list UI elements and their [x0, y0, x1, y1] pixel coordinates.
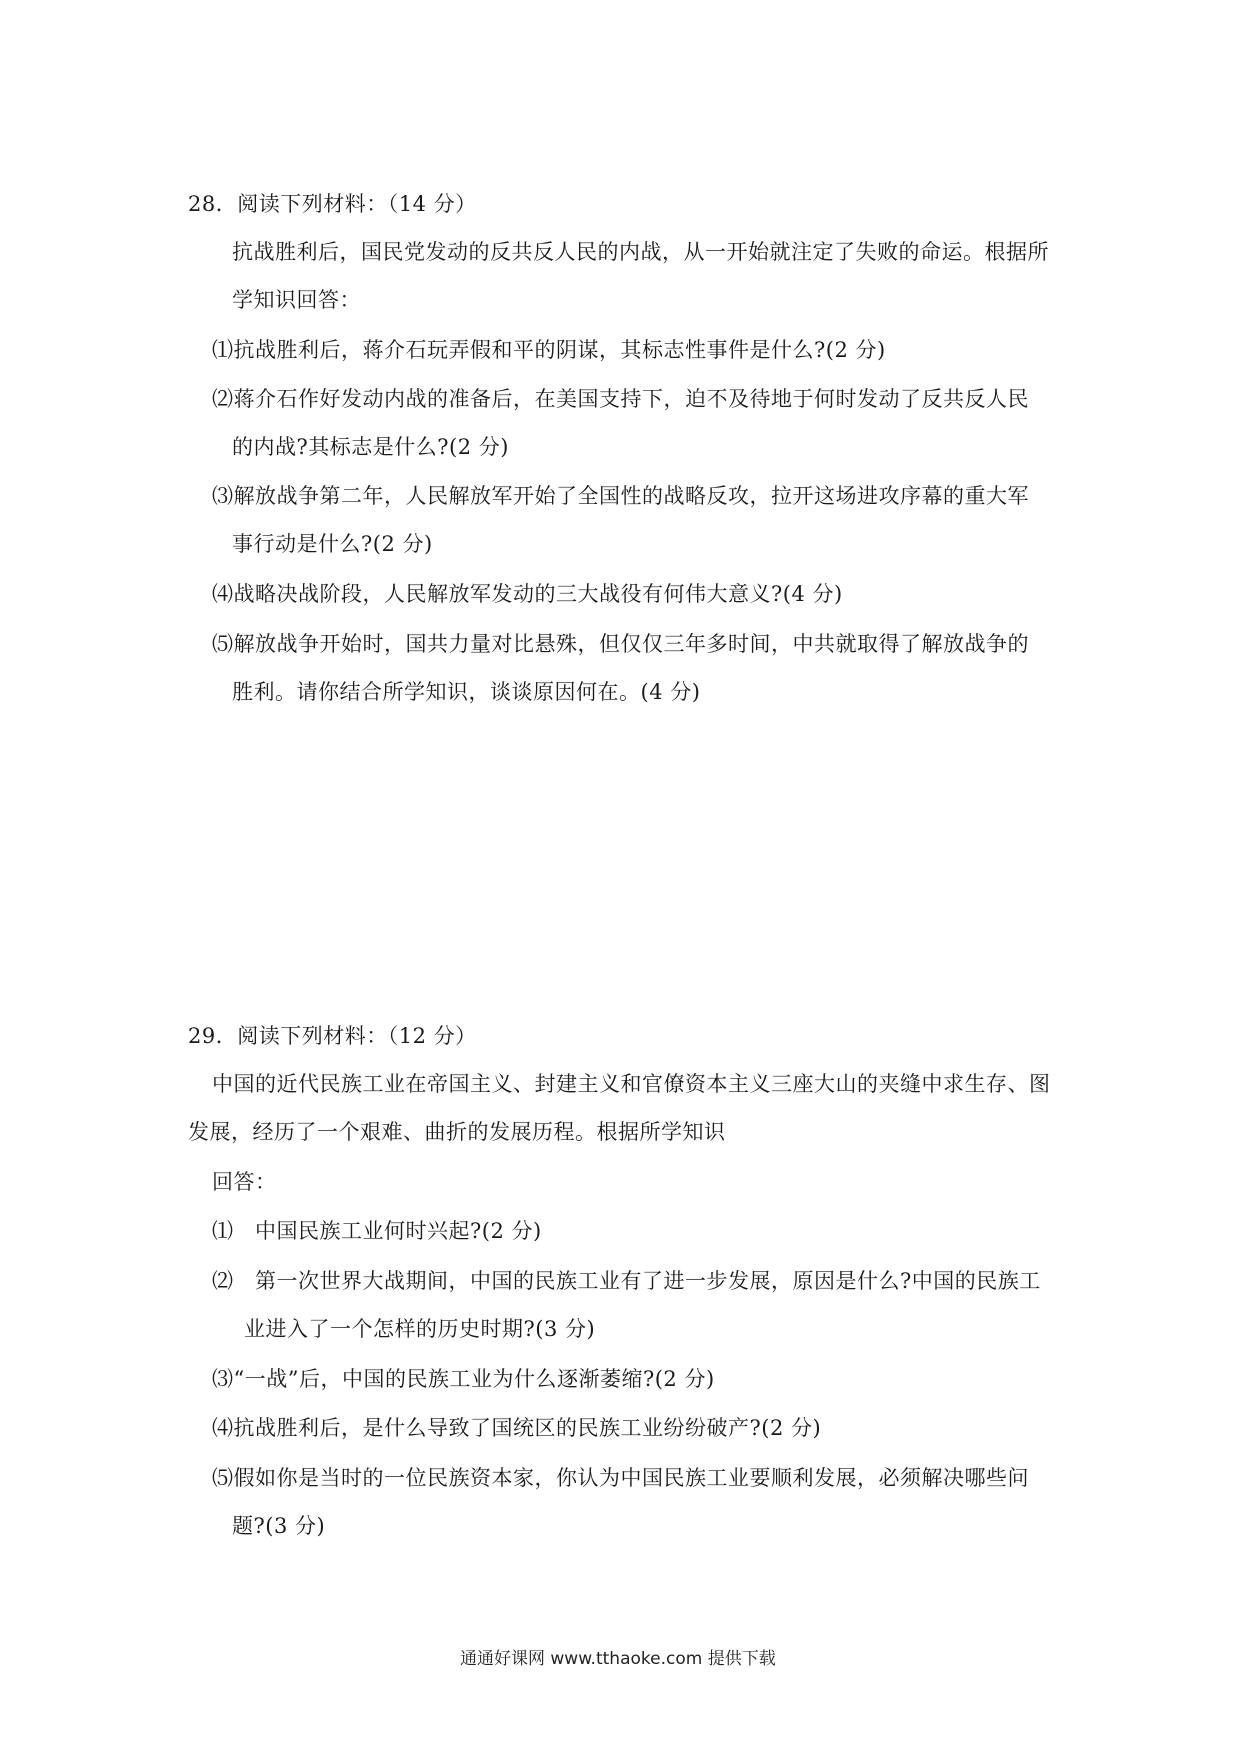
q29-intro-line2: 发展，经历了一个艰难、曲折的发展历程。根据所学知识 — [188, 1120, 726, 1144]
q29-sub2-line2: 业进入了一个怎样的历史时期?(3 分) — [244, 1317, 596, 1341]
q28-intro-line1: 抗战胜利后，国民党发动的反共反人民的内战，从一开始就注定了失败的命运。根据所 — [232, 240, 1049, 264]
q29-sub3: ⑶“一战”后，中国的民族工业为什么逐渐萎缩?(2 分) — [212, 1367, 715, 1391]
q28-sub3-line2: 事行动是什么?(2 分) — [232, 532, 433, 556]
q29-sub5-line1: ⑸假如你是当时的一位民族资本家，你认为中国民族工业要顺利发展，必须解决哪些问 — [212, 1466, 1029, 1490]
q29-intro-line3: 回答： — [212, 1170, 277, 1194]
page-footer: 通通好课网 www.tthaoke.com 提供下载 — [460, 1649, 776, 1669]
q28-sub4: ⑷战略决战阶段，人民解放军发动的三大战役有何伟大意义?(4 分) — [212, 582, 843, 606]
q28-sub1: ⑴抗战胜利后，蒋介石玩弄假和平的阴谋，其标志性事件是什么?(2 分) — [212, 338, 886, 362]
q29-sub1: ⑴ 中国民族工业何时兴起?(2 分) — [212, 1219, 542, 1243]
q29-sub2-line1: ⑵ 第一次世界大战期间，中国的民族工业有了进一步发展，原因是什么?中国的民族工 — [212, 1269, 1041, 1293]
q28-sub2-line2: 的内战?其标志是什么?(2 分) — [232, 435, 509, 459]
q28-sub5-line2: 胜利。请你结合所学知识，谈谈原因何在。(4 分) — [232, 680, 701, 704]
q28-sub5-line1: ⑸解放战争开始时，国共力量对比悬殊，但仅仅三年多时间，中共就取得了解放战争的 — [212, 632, 1029, 656]
q29-sub4: ⑷抗战胜利后，是什么导致了国统区的民族工业纷纷破产?(2 分) — [212, 1416, 822, 1440]
q28-sub2-line1: ⑵蒋介石作好发动内战的准备后，在美国支持下，迫不及待地于何时发动了反共反人民 — [212, 387, 1029, 411]
q29-title: 29．阅读下列材料：（12 分） — [188, 1024, 477, 1048]
q28-intro-line2: 学知识回答： — [232, 288, 361, 312]
q29-sub5-line2: 题?(3 分) — [232, 1514, 326, 1538]
q29-intro-line1: 中国的近代民族工业在帝国主义、封建主义和官僚资本主义三座大山的夹缝中求生存、图 — [212, 1072, 1051, 1096]
q28-sub3-line1: ⑶解放战争第二年，人民解放军开始了全国性的战略反攻，拉开这场进攻序幕的重大军 — [212, 484, 1029, 508]
q28-title: 28．阅读下列材料：（14 分） — [188, 192, 477, 216]
